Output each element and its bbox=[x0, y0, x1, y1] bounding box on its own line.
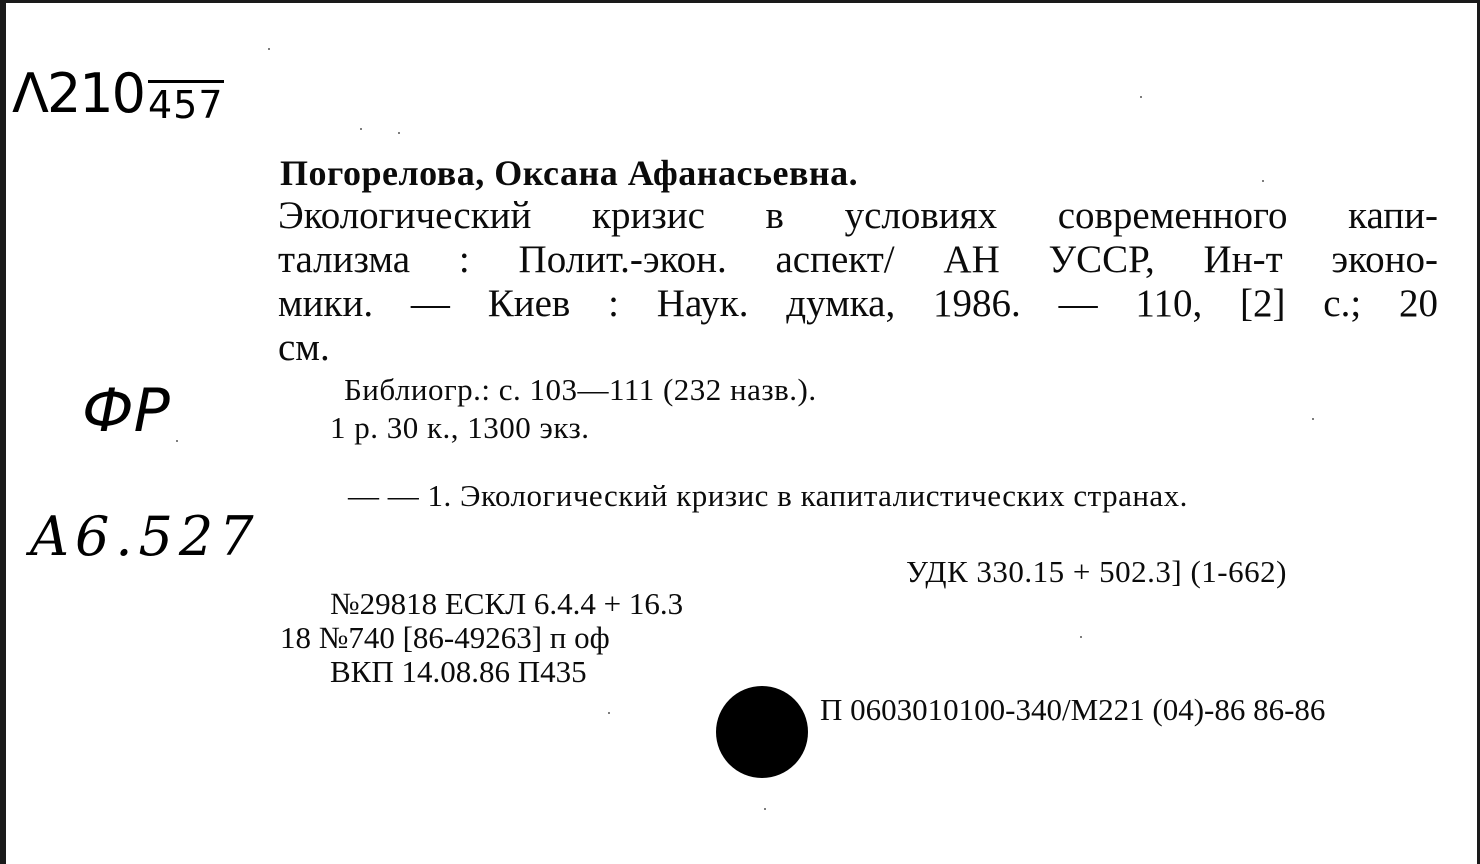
author-heading: Погорелова, Оксана Афанасьевна. bbox=[280, 153, 859, 193]
publisher-code: П 0603010100-340/М221 (04)-86 86-86 bbox=[820, 692, 1326, 727]
title-line: мики. — Киев : Наук. думка, 1986. — 110, [2] с.; 20 bbox=[278, 282, 1438, 325]
card-border-top bbox=[0, 0, 1480, 3]
scan-speck bbox=[176, 440, 178, 442]
title-line: см. bbox=[278, 326, 330, 369]
card-border-left bbox=[0, 0, 6, 864]
scan-speck bbox=[1080, 636, 1082, 638]
fund-mark: ФР bbox=[82, 376, 170, 446]
title-line: тализма : Полит.-экон. аспект/ АН УССР, Ин-т эконо- bbox=[278, 238, 1438, 281]
bibliography-note: Библиогр.: с. 103—111 (232 назв.). bbox=[344, 372, 817, 407]
subject-heading: — — 1. Экологический кризис в капиталистических странах. bbox=[348, 478, 1188, 513]
scan-speck bbox=[268, 48, 270, 50]
title-line: Экологический кризис в условиях современного капи- bbox=[278, 194, 1438, 237]
shelf-mark-sub: 457 bbox=[148, 80, 224, 125]
scan-speck bbox=[360, 128, 362, 130]
punch-hole bbox=[716, 686, 808, 778]
title-description bbox=[278, 194, 1438, 370]
scan-speck bbox=[1312, 418, 1314, 420]
scan-speck bbox=[764, 808, 766, 810]
scan-speck bbox=[608, 712, 610, 714]
tech-line-2: 18 №740 [86-49263] п оф bbox=[280, 620, 610, 655]
shelf-mark: Λ210 bbox=[12, 62, 145, 125]
scan-speck bbox=[398, 132, 400, 134]
inventory-number: A6.527 bbox=[30, 505, 260, 568]
scan-speck bbox=[1262, 180, 1264, 182]
tech-line-3: ВКП 14.08.86 П435 bbox=[330, 654, 587, 689]
udk-index: УДК 330.15 + 502.3] (1-662) bbox=[906, 554, 1287, 589]
tech-line-1: №29818 ЕСКЛ 6.4.4 + 16.3 bbox=[330, 586, 684, 621]
price-and-run: 1 р. 30 к., 1300 экз. bbox=[330, 410, 590, 445]
scan-speck bbox=[1140, 96, 1142, 98]
